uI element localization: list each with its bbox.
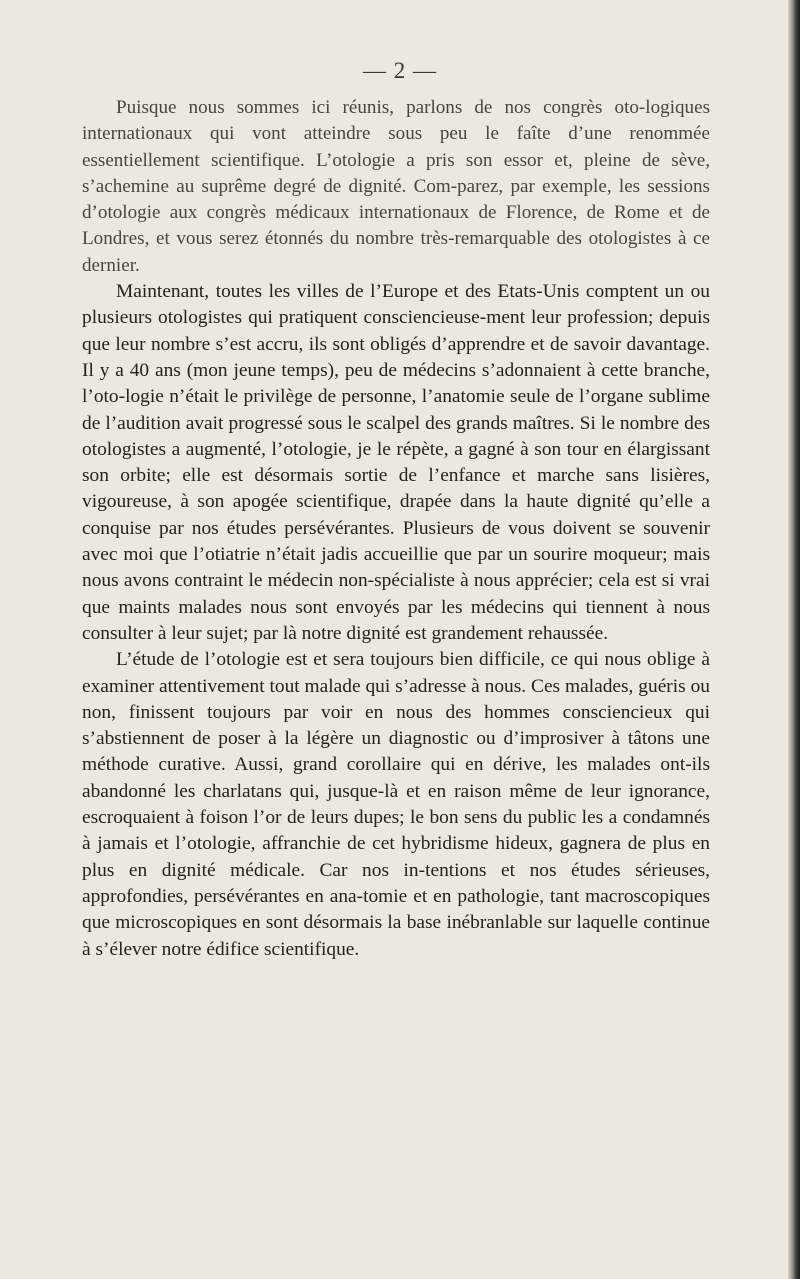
paragraph-congres: Puisque nous sommes ici réunis, parlons de nos congrès oto-logiques internationaux qui vont atteindre sous peu le faîte d’une renommée essentiellement scientifique. L’otologie a pris son essor et, pleine de sève, s’achemine au suprême degré de dignité. Com-parez, par exemple, les sessions d’otologie aux congrès médicaux internationaux de Florence, de Rome et de Londres, et vous serez étonnés du nombre très-remarquable des otologistes à ce dernier.: [82, 97, 710, 276]
page-edge-shadow: [788, 0, 800, 1279]
paragraph-otologistes: Maintenant, toutes les villes de l’Europe et des Etats-Unis comptent un ou plusieurs otologistes qui pratiquent consciencieuse-ment leur profession; depuis que leur nombre s’est accru, ils sont obligés d’apprendre et de savoir davantage. Il y a 40 ans (mon jeune temps), peu de médecins s’adonnaient à cette branche, l’oto-logie n’était le privilège de personne, l’anatomie seule de l’organe sublime de l’audition avait progressé sous le scalpel des grands maîtres. Si le nombre des otologistes a augmenté, l’otologie, je le répète, a gagné à son tour en élargissant son orbite; elle est désormais sortie de l’enfance et marche sans lisières, vigoureuse, à son apogée scientifique, drapée dans la haute dignité qu’elle a conquise par nos études persévérantes. Plusieurs de vous doivent se souvenir avec moi que l’otiatrie n’était jadis accueillie que par un sourire moqueur; mais nous avons contraint le médecin non-spécialiste à nous apprécier; cela est si vrai que maints malades nous sont envoyés par les médecins qui tiennent à nous consulter à leur sujet; par là notre dignité est grandement rehaussée.: [82, 281, 710, 644]
paragraph-etude: L’étude de l’otologie est et sera toujours bien difficile, ce qui nous oblige à examiner attentivement tout malade qui s’adresse à nous. Ces malades, guéris ou non, finissent toujours par voir en nous des hommes consciencieux qui s’abstiennent de poser à la légère un diagnostic ou d’improsiver à tâtons une méthode curative. Aussi, grand corollaire qui en dérive, les malades ont-ils abandonné les charlatans qui, jusque-là et en raison même de leur ignorance, escroquaient à foison l’or de leurs dupes; le bon sens du public les a condamnés à jamais et l’otologie, affranchie de cet hybridisme hideux, gagnera de plus en plus en dignité médicale. Car nos in-tentions et nos études sérieuses, approfondies, persévérantes en ana-tomie et en pathologie, tant macroscopiques que microscopiques en sont désormais la base inébranlable sur laquelle continue à s’élever notre édifice scientifique.: [82, 649, 710, 960]
page-number: — 2 —: [363, 58, 437, 83]
body-text: [82, 95, 710, 963]
